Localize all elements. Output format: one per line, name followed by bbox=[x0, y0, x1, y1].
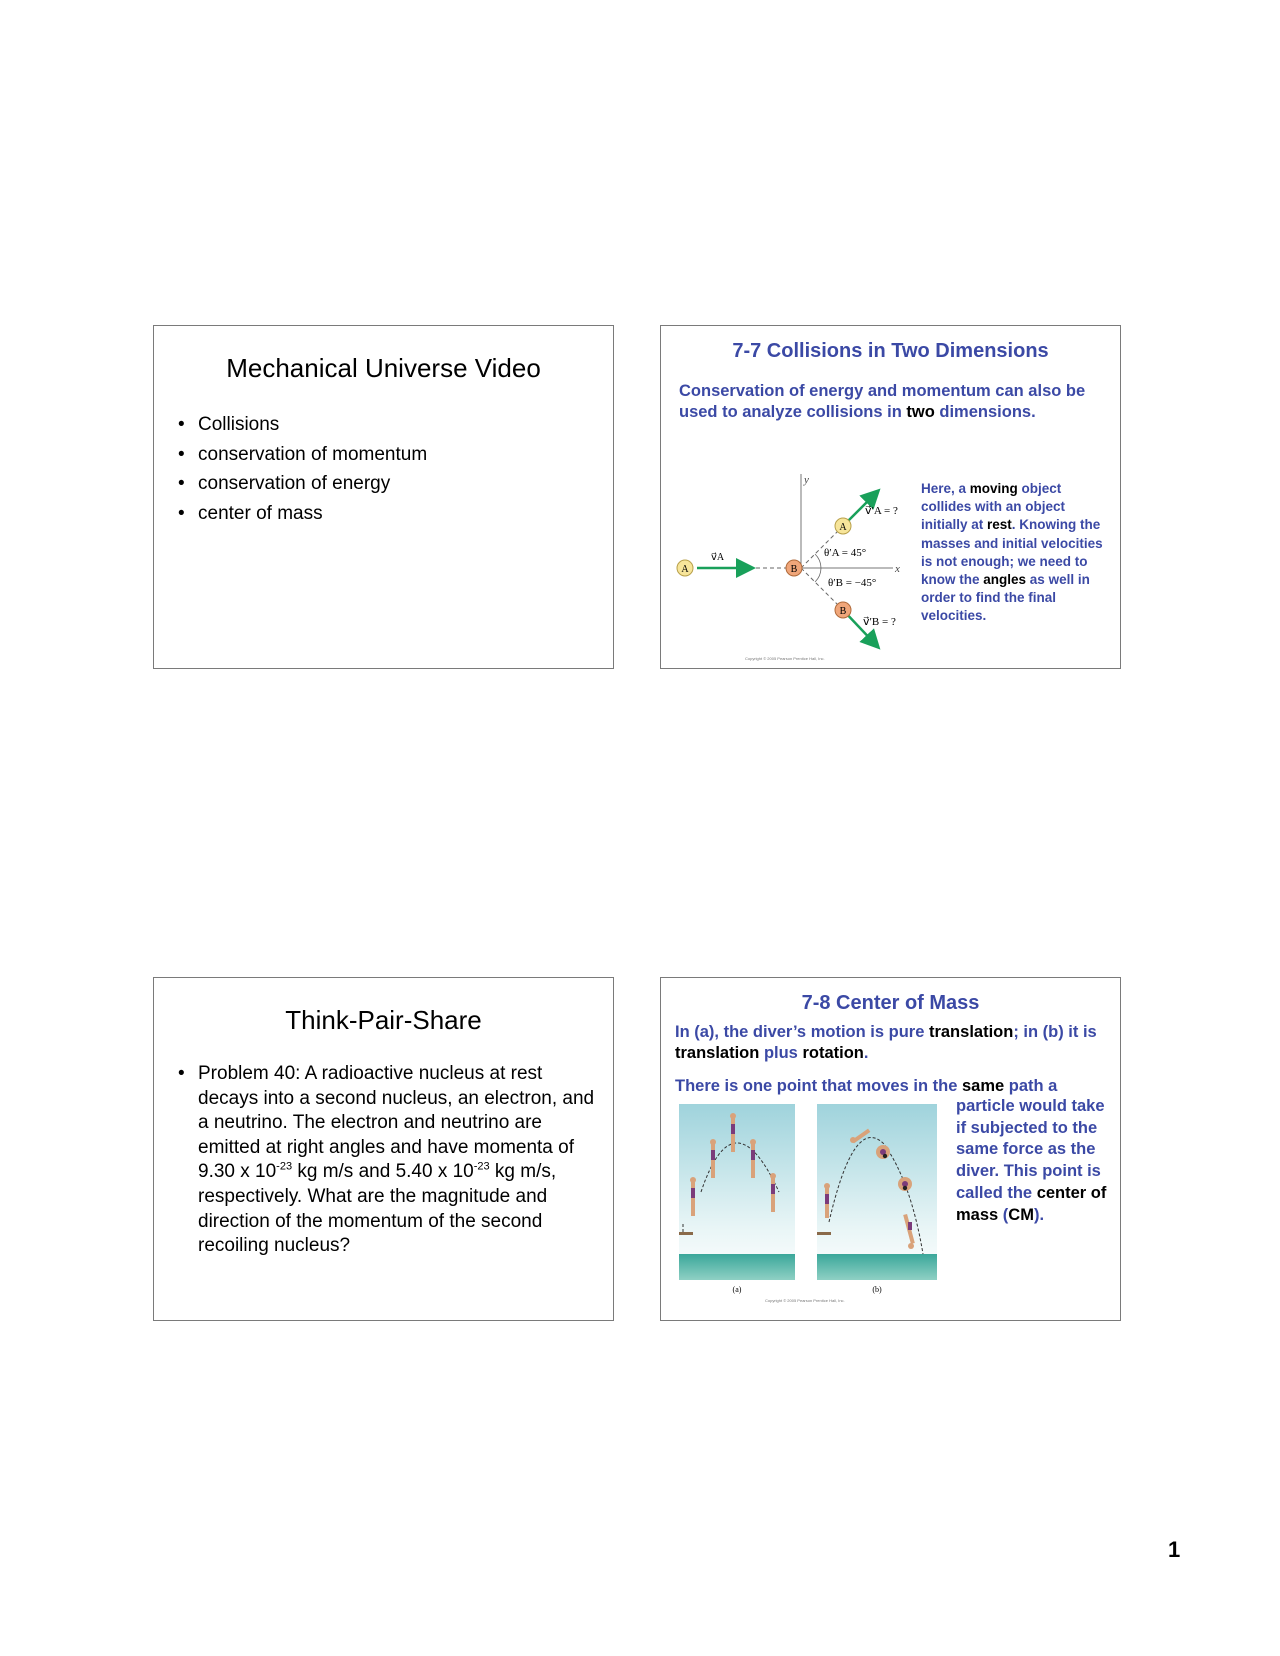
slide-title: 7-8 Center of Mass bbox=[801, 992, 980, 1014]
ball-label: B bbox=[839, 606, 847, 617]
ball-label: B bbox=[790, 564, 798, 575]
cm-description-rest: particle would take if subjected to the same force as the diver. This point is called the center of mass (CM). bbox=[956, 1097, 1107, 1224]
bullet-item: • conservation of momentum bbox=[176, 440, 427, 470]
x-axis-label: x bbox=[895, 563, 900, 575]
copyright-note: Copyright © 2005 Pearson Prentice Hall, Inc. bbox=[745, 656, 825, 661]
diver-illustration bbox=[679, 1104, 951, 1296]
cm-description-first-line: There is one point that moves in the same path a bbox=[675, 1077, 1058, 1095]
slide-collisions-two-dimensions bbox=[660, 325, 1121, 669]
velocity-b-prime-label: v⃗′B = ? bbox=[863, 616, 896, 628]
diver-panel-a bbox=[679, 1104, 795, 1294]
y-axis-label: y bbox=[804, 474, 809, 486]
bullet-list bbox=[176, 410, 427, 528]
bullet-item: • center of mass bbox=[176, 499, 427, 529]
slide-subtitle: Conservation of energy and momentum can also be used to analyze collisions in two dimensions. bbox=[679, 382, 1086, 421]
slide-mechanical-universe bbox=[153, 325, 614, 669]
page-number: 1 bbox=[1168, 1537, 1181, 1562]
bullet-item: • conservation of energy bbox=[176, 469, 427, 499]
theta-a-label: θ′A = 45° bbox=[824, 547, 867, 559]
problem-text: • Problem 40: A radioactive nucleus at rest decays into a second nucleus, an electron, and a neutrino. The electron and neutrino are emitted at right angles and have momenta of 9.30 x $10^{-23}$ kg m/s and 5.40 x $10^{-23}$ kg m/s, respectively. What are the magnitude and direction of the momentum of the second recoiling nucleus? bbox=[178, 1063, 595, 1257]
ball-label: A bbox=[681, 564, 689, 575]
panel-label: (a) bbox=[732, 1285, 742, 1294]
copyright-note: Copyright © 2005 Pearson Prentice Hall, Inc. bbox=[765, 1298, 845, 1303]
panel-label: (b) bbox=[872, 1285, 882, 1294]
motion-description: In (a), the diver’s motion is pure translation; in (b) it is translation plus rotation. bbox=[675, 1023, 1097, 1062]
slide-title: Think-Pair-Share bbox=[285, 1005, 482, 1035]
center-of-mass-dot bbox=[903, 1186, 907, 1190]
velocity-a-prime-label: v⃗′A = ? bbox=[865, 505, 898, 517]
bullet-item: • Collisions bbox=[176, 410, 427, 440]
slide-title: 7-7 Collisions in Two Dimensions bbox=[732, 340, 1049, 362]
center-of-mass-dot bbox=[883, 1154, 887, 1158]
velocity-a-label: v⃗A bbox=[711, 552, 725, 563]
ball-label: A bbox=[839, 522, 847, 533]
diver-panel-b bbox=[817, 1104, 937, 1294]
slide-think-pair-share bbox=[153, 977, 614, 1321]
theta-b-label: θ′B = −45° bbox=[828, 577, 877, 589]
slide-center-of-mass bbox=[660, 977, 1121, 1321]
side-description: Here, a moving object collides with an object initially at rest. Knowing the masses and initial velocities is not enough; we need to know the angles as well in order to find the final velocities. bbox=[921, 481, 1103, 624]
slide-title: Mechanical Universe Video bbox=[226, 353, 541, 383]
